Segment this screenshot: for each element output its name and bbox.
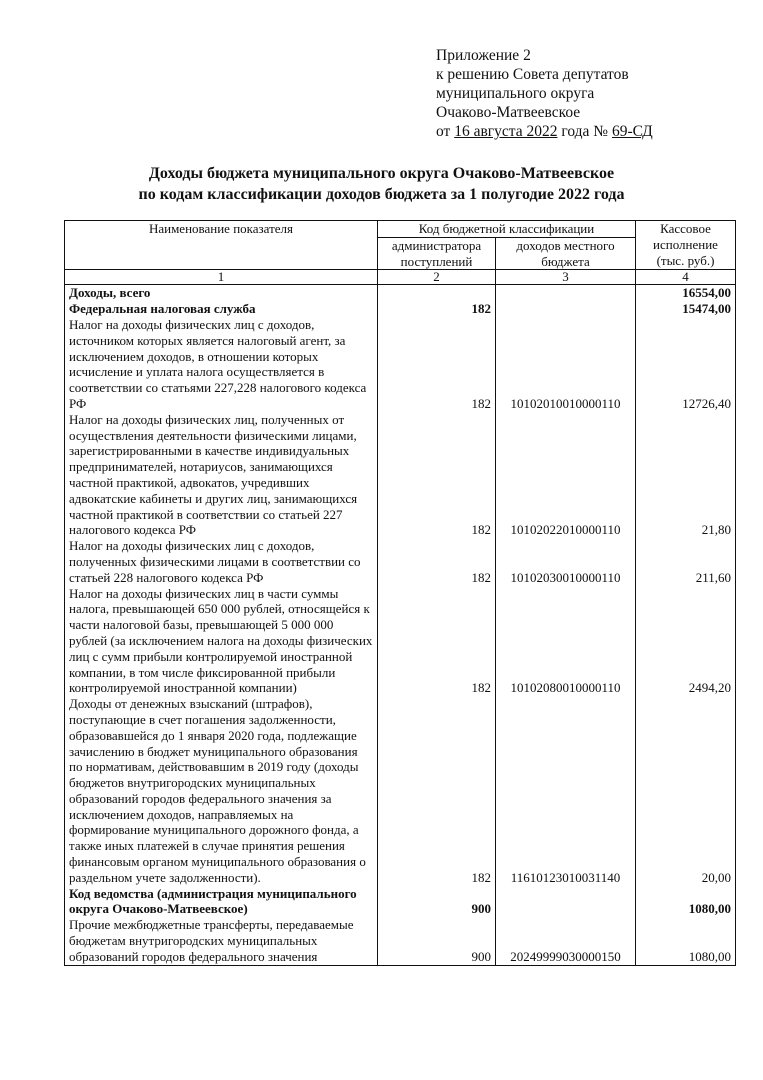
header-name: Наименование показателя xyxy=(65,221,378,270)
header-admin: администратора поступлений xyxy=(378,237,496,270)
row-admin: 182 xyxy=(378,538,496,585)
row-code: 10102022010000110 xyxy=(496,412,636,538)
table-row xyxy=(65,301,736,317)
row-name: Налог на доходы физических лиц с доходов, полученных физическими лицами в соответствии со статьей 228 налогового кодекса РФ xyxy=(65,538,378,585)
row-name: Прочие межбюджетные трансферты, передаваемые бюджетам внутригородских муниципальных образований городов федерального значения xyxy=(65,917,378,965)
row-sum: 21,80 xyxy=(636,412,736,538)
appendix-mid: года № xyxy=(557,123,612,140)
document-title xyxy=(0,163,763,205)
row-sum: 16554,00 xyxy=(636,285,736,301)
income-table xyxy=(64,220,736,966)
row-sum: 12726,40 xyxy=(636,317,736,412)
row-name: Налог на доходы физических лиц, полученных от осуществления деятельности физическими лицами, зарегистрированными в качестве индивидуальных предпринимателей, нотариусов, занимающихся частной практикой, адвокатов, учредивших адвокатские кабинеты и других лиц, занимающихся частной практикой в соответствии со статьей 227 налогового кодекса РФ xyxy=(65,412,378,538)
row-name: Федеральная налоговая служба xyxy=(65,301,378,317)
table-row xyxy=(65,317,736,412)
row-code: 11610123010031140 xyxy=(496,696,636,886)
row-sum: 2494,20 xyxy=(636,586,736,697)
table-row xyxy=(65,412,736,538)
row-admin: 182 xyxy=(378,301,496,317)
table-row xyxy=(65,696,736,886)
row-name: Код ведомства (администрация муниципального округа Очаково-Матвеевское) xyxy=(65,886,378,918)
row-admin: 182 xyxy=(378,696,496,886)
row-sum: 1080,00 xyxy=(636,917,736,965)
row-name: Налог на доходы физических лиц с доходов, источником которых является налоговый агент, за исключением доходов, в отношении которых исчисление и уплата налога осуществляется в соответствии со статьями 227,228 налогового кодекса РФ xyxy=(65,317,378,412)
row-code xyxy=(496,301,636,317)
appendix-decision-line xyxy=(436,122,653,141)
row-admin: 900 xyxy=(378,917,496,965)
row-code: 10102010010000110 xyxy=(496,317,636,412)
appendix-line: муниципального округа xyxy=(436,85,595,102)
row-code: 10102030010000110 xyxy=(496,538,636,585)
column-number: 3 xyxy=(496,270,636,285)
row-name: Доходы от денежных взысканий (штрафов), поступающие в счет погашения задолженности, образовавшейся до 1 января 2020 года, подлежащие зачислению в бюджет муниципального образования по нормативам, действовавшим в 2019 году (доходы бюджетов внутригородских муниципальных образований городов федерального значения за исключением доходов, направляемых на формирование муниципального дорожного фонда, а также иных платежей в случае принятия решения финансовым органом муниципального образования о раздельном учете задолженности). xyxy=(65,696,378,886)
appendix-line: к решению Совета депутатов xyxy=(436,66,629,83)
row-name: Налог на доходы физических лиц в части суммы налога, превышающей 650 000 рублей, относящейся к части налоговой базы, превышающей 5 000 000 рублей (за исключением налога на доходы физических лиц с сумм прибыли контролируемой иностранной компании, в том числе фиксированной прибыли контролируемой иностранной компании) xyxy=(65,586,378,697)
row-name: Доходы, всего xyxy=(65,285,378,301)
row-sum: 211,60 xyxy=(636,538,736,585)
table-row xyxy=(65,538,736,585)
appendix-prefix: от xyxy=(436,123,455,140)
row-sum: 20,00 xyxy=(636,696,736,886)
row-admin: 182 xyxy=(378,586,496,697)
table-row xyxy=(65,586,736,697)
table-row xyxy=(65,285,736,301)
row-admin: 182 xyxy=(378,412,496,538)
column-number: 2 xyxy=(378,270,496,285)
row-code xyxy=(496,886,636,918)
row-admin: 182 xyxy=(378,317,496,412)
header-execution: Кассовое исполнение (тыс. руб.) xyxy=(636,221,736,270)
row-sum: 15474,00 xyxy=(636,301,736,317)
row-code: 20249999030000150 xyxy=(496,917,636,965)
row-code: 10102080010000110 xyxy=(496,586,636,697)
appendix-line: Очаково-Матвеевское xyxy=(436,104,581,121)
column-number: 4 xyxy=(636,270,736,285)
table-row xyxy=(65,886,736,918)
row-admin: 900 xyxy=(378,886,496,918)
row-sum: 1080,00 xyxy=(636,886,736,918)
row-code xyxy=(496,285,636,301)
column-number: 1 xyxy=(65,270,378,285)
appendix-block xyxy=(436,46,653,141)
title-line: Доходы бюджета муниципального округа Очаково-Матвеевское xyxy=(148,165,615,182)
header-code-group: Код бюджетной классификации xyxy=(378,221,636,238)
table-row xyxy=(65,917,736,965)
row-admin xyxy=(378,285,496,301)
header-local: доходов местного бюджета xyxy=(496,237,636,270)
title-line: по кодам классификации доходов бюджета за 1 полугодие 2022 года xyxy=(138,186,625,203)
appendix-line: Приложение 2 xyxy=(436,47,531,64)
decision-date: 16 августа 2022 xyxy=(454,123,558,140)
decision-number: 69-СД xyxy=(611,123,653,140)
